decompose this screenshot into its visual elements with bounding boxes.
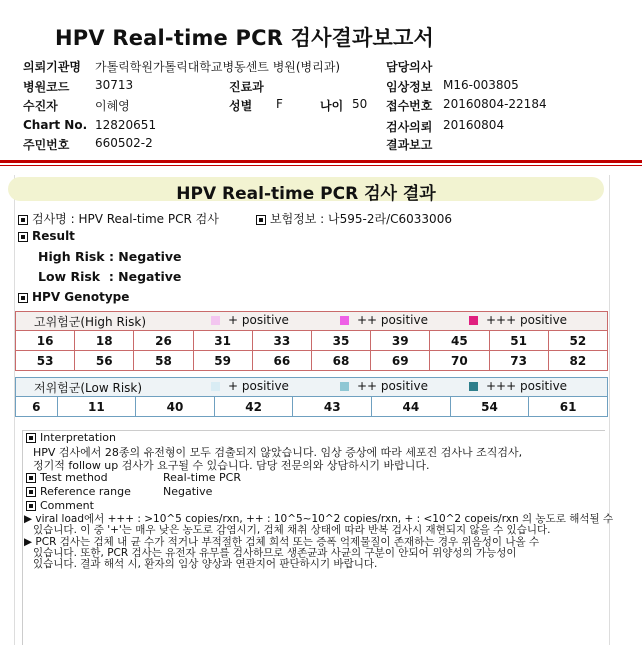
- table-row: [16, 331, 608, 351]
- genotype-cell: 45: [430, 331, 489, 351]
- genotype-cell: 70: [430, 351, 489, 371]
- genotype-cell: 66: [252, 351, 311, 371]
- legend-plus-low: [211, 379, 289, 393]
- interpretation-line-1: HPV 검사에서 28종의 유전형이 모두 검출되지 않았습니다. 임상 증상에 따라 세포진 검사나 조직검사,: [33, 446, 523, 459]
- bullet-square-icon: [26, 473, 36, 483]
- genotype-cell: 56: [75, 351, 134, 371]
- genotype-cell: 18: [75, 331, 134, 351]
- result-banner: [8, 177, 604, 204]
- legend-plus-text: + positive: [228, 313, 289, 327]
- bullet-square-icon: [256, 215, 266, 225]
- requester-label: 의뢰기관명: [23, 60, 81, 74]
- swatch-icon: [469, 382, 478, 391]
- sex-label: 성별: [229, 99, 253, 113]
- genotype-cell: 61: [529, 397, 608, 417]
- age-value: 50: [352, 97, 368, 111]
- genotype-cell: 43: [293, 397, 372, 417]
- legend-plus-low-text: + positive: [228, 379, 289, 393]
- genotype-cell: 82: [548, 351, 607, 371]
- high-risk-label: 고위험군(High Risk): [34, 315, 146, 329]
- genotype-cell: 68: [311, 351, 370, 371]
- high-risk-result: High Risk : Negative: [38, 249, 182, 264]
- report-title: HPV Real-time PCR 검사결과보고서: [55, 26, 434, 50]
- request-date-value: 20160804: [443, 118, 505, 132]
- genotype-heading: [18, 290, 129, 304]
- table-row: [16, 351, 608, 371]
- bullet-square-icon: [18, 215, 28, 225]
- swatch-icon: [211, 382, 220, 391]
- genotype-cell: 44: [372, 397, 451, 417]
- patient-label: 수진자: [23, 99, 58, 113]
- chart-no-value: 12820651: [95, 118, 157, 132]
- test-name-line: [18, 210, 219, 227]
- test-name-text: 검사명 : HPV Real-time PCR 검사: [32, 212, 219, 226]
- requester-value: 가톨릭학원가톨릭대학교병동센트 병원(병리과): [95, 60, 341, 74]
- swatch-icon: [340, 382, 349, 391]
- test-method-label-text: Test method: [40, 471, 108, 484]
- result-heading-text: Result: [32, 229, 75, 243]
- legend-plusplus-text: ++ positive: [357, 313, 428, 327]
- comment-line-2a: ▶ PCR 검사는 검체 내 균 수가 적거나 부적절한 검체 희석 또는 증폭 억제물질이 존재하는 경우 위음성이 나올 수: [24, 536, 540, 548]
- comment-line-2b: 있습니다. 또한, PCR 검사는 유전자 유무를 검사하므로 생존균과 사균의 구분이 안되어 위양성의 가능성이: [33, 547, 517, 559]
- genotype-cell: 53: [16, 351, 75, 371]
- age-label: 나이: [320, 99, 344, 113]
- legend-plusplus: [340, 313, 428, 327]
- result-banner-title: HPV Real-time PCR 검사 결과: [176, 184, 436, 204]
- interpretation-line-2: 정기적 follow up 검사가 요구될 수 있습니다. 담당 전문의와 상담하시기 바랍니다.: [33, 459, 430, 472]
- genotype-cell: 40: [136, 397, 215, 417]
- genotype-cell: 33: [252, 331, 311, 351]
- header-divider: [0, 160, 642, 163]
- genotype-cell: 39: [371, 331, 430, 351]
- legend-plus: [211, 313, 289, 327]
- hospital-code-value: 30713: [95, 78, 134, 92]
- test-method-label: [26, 471, 108, 484]
- report-date-label: 결과보고: [386, 138, 433, 152]
- genotype-cell: 6: [16, 397, 58, 417]
- comment-label-text: Comment: [40, 499, 94, 512]
- comment-line-1b: 있습니다. 이 중 '+'는 매우 낮은 농도로 감염시기, 검체 채취 상태에 따라 반복 검사시 재현되지 않을 수 있습니다.: [33, 524, 551, 536]
- receipt-no-label: 접수번호: [386, 99, 433, 113]
- genotype-cell: 31: [193, 331, 252, 351]
- interpretation-heading: [26, 431, 116, 444]
- resident-no-label: 주민번호: [23, 138, 70, 152]
- patient-value: 이혜영: [95, 99, 130, 113]
- bullet-square-icon: [18, 293, 28, 303]
- genotype-cell: 52: [548, 331, 607, 351]
- hospital-code-label: 병원코드: [23, 80, 70, 94]
- result-heading: [18, 229, 75, 243]
- genotype-cell: 69: [371, 351, 430, 371]
- chart-no-label: Chart No.: [23, 118, 88, 132]
- high-risk-table: [15, 330, 608, 371]
- genotype-cell: 51: [489, 331, 548, 351]
- genotype-heading-text: HPV Genotype: [32, 290, 130, 304]
- legend-plusplusplus-low-text: +++ positive: [486, 379, 568, 393]
- genotype-cell: 11: [57, 397, 136, 417]
- insurance-line: [256, 210, 452, 227]
- bullet-square-icon: [26, 487, 36, 497]
- table-row: [16, 397, 608, 417]
- reference-range-label: [26, 485, 131, 498]
- legend-plusplusplus-low: [469, 379, 567, 393]
- comment-label: [26, 499, 94, 512]
- header-divider-thin: [0, 165, 642, 166]
- bullet-square-icon: [18, 232, 28, 242]
- bullet-square-icon: [26, 433, 36, 443]
- doctor-label: 담당의사: [386, 60, 433, 74]
- genotype-cell: 35: [311, 331, 370, 351]
- genotype-cell: 58: [134, 351, 193, 371]
- comment-line-2c: 있습니다. 결과 해석 시, 환자의 임상 양상과 연관지어 판단하시기 바랍니다.: [33, 558, 378, 570]
- clinical-info-label: 임상정보: [386, 80, 433, 94]
- swatch-icon: [469, 316, 478, 325]
- genotype-cell: 54: [450, 397, 529, 417]
- bullet-square-icon: [26, 501, 36, 511]
- legend-plusplus-low-text: ++ positive: [357, 379, 428, 393]
- legend-plusplusplus: [469, 313, 567, 327]
- genotype-cell: 73: [489, 351, 548, 371]
- request-date-label: 검사의뢰: [386, 120, 433, 134]
- low-risk-label: 저위험군(Low Risk): [34, 381, 143, 395]
- high-risk-header: [15, 311, 608, 330]
- legend-plusplus-low: [340, 379, 428, 393]
- department-label: 진료과: [229, 80, 264, 94]
- low-risk-result: Low Risk : Negative: [38, 269, 182, 284]
- genotype-cell: 26: [134, 331, 193, 351]
- low-risk-header: [15, 377, 608, 396]
- low-risk-table: [15, 396, 608, 417]
- genotype-cell: 42: [214, 397, 293, 417]
- swatch-icon: [211, 316, 220, 325]
- reference-range-label-text: Reference range: [40, 485, 131, 498]
- interpretation-heading-text: Interpretation: [40, 431, 116, 444]
- clinical-info-value: M16-003805: [443, 78, 519, 92]
- reference-range-value: Negative: [163, 485, 213, 498]
- genotype-cell: 16: [16, 331, 75, 351]
- resident-no-value: 660502-2: [95, 136, 153, 150]
- legend-plusplusplus-text: +++ positive: [486, 313, 568, 327]
- insurance-text: 보험정보 : 나595-2라/C6033006: [270, 212, 452, 226]
- swatch-icon: [340, 316, 349, 325]
- receipt-no-value: 20160804-22184: [443, 97, 547, 111]
- genotype-cell: 59: [193, 351, 252, 371]
- sex-value: F: [276, 97, 283, 111]
- comment-line-1a: ▶ viral load에서 +++ : >10^5 copies/rxn, ++ : 10^5~10^2 copies/rxn, + : <10^2 copeis/rxn 의 농도로 해석될 수: [24, 513, 614, 525]
- test-method-value: Real-time PCR: [163, 471, 241, 484]
